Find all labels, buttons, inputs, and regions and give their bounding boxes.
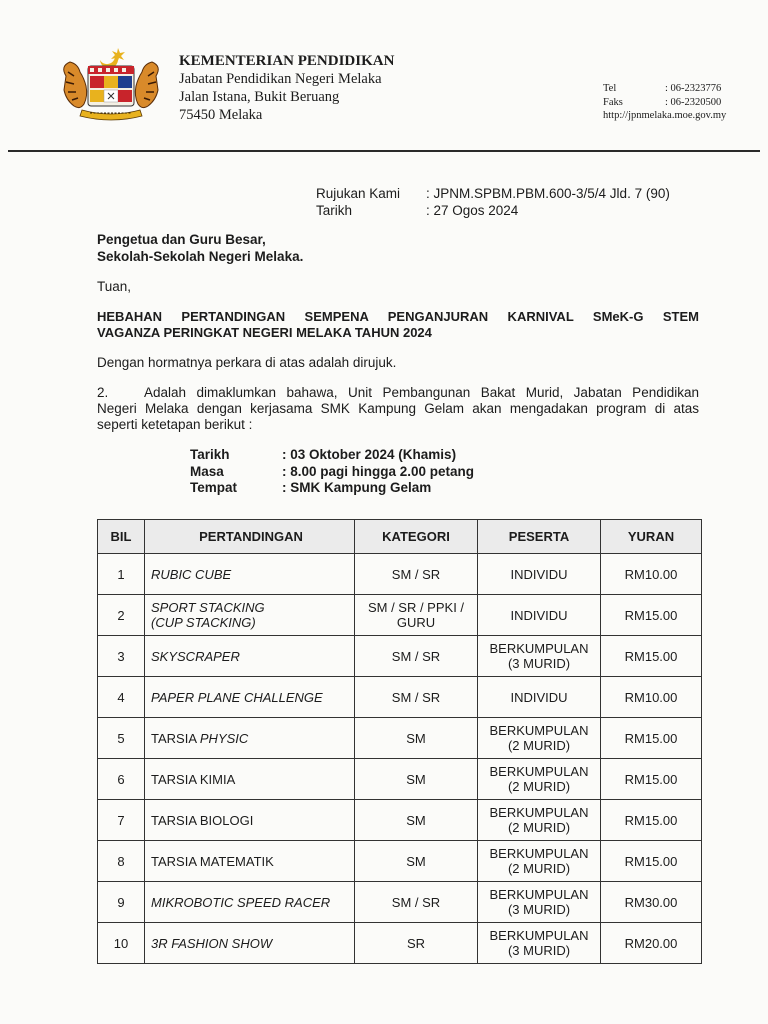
- table-row: [98, 677, 702, 718]
- row-yuran: RM15.00: [601, 800, 702, 841]
- row-bil: 9: [98, 882, 145, 923]
- table-row: [98, 554, 702, 595]
- table-row: [98, 595, 702, 636]
- row-peserta: BERKUMPULAN (2 MURID): [478, 841, 601, 882]
- letter-date-value: : 27 Ogos 2024: [426, 202, 519, 218]
- paragraph-2-line-1: Adalah dimaklumkan bahawa, Unit Pembangunan Bakat Murid, Jabatan Pendidikan: [144, 385, 699, 400]
- subject-line-2: VAGANZA PERINGKAT NEGERI MELAKA TAHUN 2024: [97, 325, 432, 340]
- header-kategori: KATEGORI: [355, 520, 478, 554]
- paragraph-2-line-2: Negeri Melaka dengan kerjasama SMK Kampung Gelam akan mengadakan program di atas: [97, 401, 699, 416]
- row-peserta: INDIVIDU: [478, 595, 601, 636]
- subject-heading: [97, 309, 699, 341]
- postcode-city: 75450 Melaka: [179, 107, 263, 123]
- row-pertandingan: [145, 718, 355, 759]
- row-pertandingan: [145, 923, 355, 964]
- paragraph-2-line-3: seperti ketetapan berikut :: [97, 417, 253, 432]
- row-kategori: SM: [355, 718, 478, 759]
- row-kategori: SM / SR: [355, 882, 478, 923]
- row-peserta: BERKUMPULAN (2 MURID): [478, 759, 601, 800]
- row-kategori: SR: [355, 923, 478, 964]
- reference-label: Rujukan Kami: [316, 186, 401, 201]
- row-pertandingan: [145, 882, 355, 923]
- row-name-italic: 3R FASHION SHOW: [151, 935, 273, 951]
- letterhead-contact: [603, 82, 726, 123]
- department-name: Jabatan Pendidikan Negeri Melaka: [179, 71, 382, 87]
- letterhead-address: [179, 52, 394, 124]
- event-venue-label: Tempat: [190, 480, 238, 495]
- row-bil: 4: [98, 677, 145, 718]
- row-yuran: RM10.00: [601, 554, 702, 595]
- reference-block: [316, 186, 670, 219]
- fax-label: Faks: [603, 96, 623, 108]
- fax-value: : 06-2320500: [665, 96, 722, 108]
- row-kategori: SM: [355, 841, 478, 882]
- row-name-regular: TARSIA MATEMATIK: [151, 853, 274, 869]
- row-name-italic: PAPER PLANE CHALLENGE: [151, 689, 323, 705]
- row-name-regular: TARSIA BIOLOGI: [151, 812, 254, 828]
- table-row: [98, 841, 702, 882]
- row-bil: 1: [98, 554, 145, 595]
- header-yuran: YURAN: [601, 520, 702, 554]
- letter-date-label: Tarikh: [316, 202, 353, 218]
- row-pertandingan: [145, 595, 355, 636]
- row-peserta: BERKUMPULAN (3 MURID): [478, 636, 601, 677]
- row-peserta: BERKUMPULAN (2 MURID): [478, 800, 601, 841]
- table-row: [98, 800, 702, 841]
- row-bil: 6: [98, 759, 145, 800]
- recipient-line-2: Sekolah-Sekolah Negeri Melaka.: [97, 249, 304, 264]
- reference-value: : JPNM.SPBM.PBM.600-3/5/4 Jld. 7 (90): [426, 186, 670, 201]
- row-kategori: SM: [355, 800, 478, 841]
- row-kategori: SM / SR: [355, 677, 478, 718]
- row-peserta: BERKUMPULAN (3 MURID): [478, 882, 601, 923]
- row-peserta: INDIVIDU: [478, 677, 601, 718]
- row-name-regular: TARSIA: [151, 730, 200, 746]
- row-kategori: SM / SR / PPKI / GURU: [355, 595, 478, 636]
- recipient-line-1: Pengetua dan Guru Besar,: [97, 232, 266, 247]
- table-row: [98, 759, 702, 800]
- salutation: Tuan,: [97, 279, 132, 294]
- row-yuran: RM15.00: [601, 841, 702, 882]
- row-pertandingan: [145, 841, 355, 882]
- row-yuran: RM30.00: [601, 882, 702, 923]
- row-kategori: SM: [355, 759, 478, 800]
- row-peserta: INDIVIDU: [478, 554, 601, 595]
- row-yuran: RM20.00: [601, 923, 702, 964]
- row-bil: 10: [98, 923, 145, 964]
- table-row: [98, 882, 702, 923]
- event-date-label: Tarikh: [190, 447, 230, 462]
- paragraph-number: 2.: [97, 385, 109, 400]
- row-name-italic: RUBIC CUBE: [151, 566, 232, 582]
- row-name-regular: TARSIA KIMIA: [151, 771, 236, 787]
- row-yuran: RM15.00: [601, 759, 702, 800]
- event-details: [190, 447, 474, 497]
- intro-paragraph: Dengan hormatnya perkara di atas adalah dirujuk.: [97, 355, 397, 370]
- ministry-name: KEMENTERIAN PENDIDIKAN: [179, 53, 395, 69]
- row-yuran: RM15.00: [601, 636, 702, 677]
- row-name-italic: SKYSCRAPER: [151, 648, 240, 664]
- row-bil: 5: [98, 718, 145, 759]
- event-time-value: : 8.00 pagi hingga 2.00 petang: [282, 463, 475, 479]
- recipient-block: [97, 231, 303, 265]
- header-divider: [8, 150, 760, 152]
- row-pertandingan: [145, 554, 355, 595]
- row-pertandingan: [145, 636, 355, 677]
- row-name-italic: SPORT STACKING (CUP STACKING): [151, 600, 265, 630]
- tel-label: Tel: [603, 83, 617, 94]
- row-pertandingan: [145, 800, 355, 841]
- table-header-row: [98, 520, 702, 554]
- paragraph-2: [97, 385, 699, 433]
- event-time-label: Masa: [190, 463, 224, 479]
- row-bil: 2: [98, 595, 145, 636]
- website-link[interactable]: http://jpnmelaka.moe.gov.my: [603, 110, 727, 121]
- row-name-italic: PHYSIC: [199, 730, 249, 746]
- row-bil: 3: [98, 636, 145, 677]
- row-name-italic: MIKROBOTIC SPEED RACER: [151, 894, 331, 910]
- row-pertandingan: [145, 759, 355, 800]
- table-row: [98, 923, 702, 964]
- table-row: [98, 636, 702, 677]
- event-date-value: : 03 Oktober 2024 (Khamis): [282, 447, 457, 462]
- row-yuran: RM10.00: [601, 677, 702, 718]
- event-venue-value: : SMK Kampung Gelam: [282, 480, 432, 495]
- competition-table: [97, 519, 702, 964]
- street-address: Jalan Istana, Bukit Beruang: [179, 89, 340, 105]
- row-pertandingan: [145, 677, 355, 718]
- row-peserta: BERKUMPULAN (2 MURID): [478, 718, 601, 759]
- row-kategori: SM / SR: [355, 554, 478, 595]
- tel-value: : 06-2323776: [665, 83, 722, 94]
- subject-line-1: HEBAHAN PERTANDINGAN SEMPENA PENGANJURAN KARNIVAL SMeK-G STEM: [97, 309, 699, 324]
- row-peserta: BERKUMPULAN (3 MURID): [478, 923, 601, 964]
- row-kategori: SM / SR: [355, 636, 478, 677]
- row-bil: 8: [98, 841, 145, 882]
- header-pertandingan: PERTANDINGAN: [145, 520, 355, 554]
- row-yuran: RM15.00: [601, 595, 702, 636]
- row-bil: 7: [98, 800, 145, 841]
- table-row: [98, 718, 702, 759]
- header-bil: BIL: [98, 520, 145, 554]
- row-yuran: RM15.00: [601, 718, 702, 759]
- header-peserta: PESERTA: [478, 520, 601, 554]
- malaysia-coat-of-arms-icon: [54, 46, 168, 122]
